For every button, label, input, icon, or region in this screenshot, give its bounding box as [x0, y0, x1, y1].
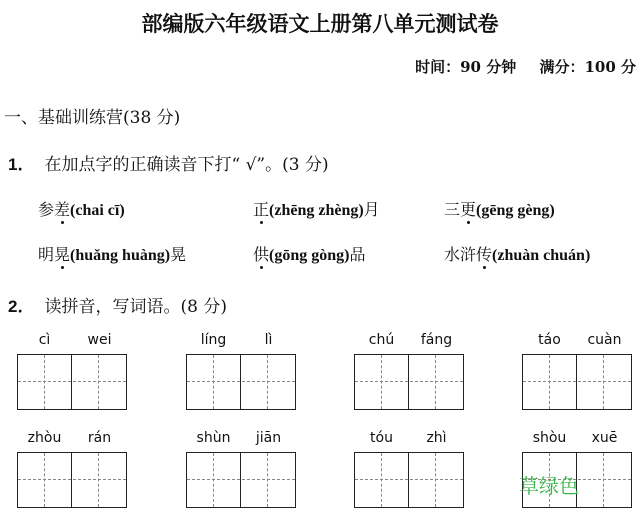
reading-item — [38, 242, 186, 265]
item-suffix: 晃 — [170, 245, 187, 264]
grid-guide — [435, 453, 436, 507]
item-suffix: 月 — [363, 200, 380, 219]
pinyin-options: (chai cī) — [70, 202, 125, 219]
item-prefix: 水浒 — [444, 245, 477, 264]
item-prefix: 参 — [38, 200, 55, 219]
grid-divider — [576, 355, 577, 409]
pinyin-syllable: fáng — [420, 332, 453, 348]
pinyin-options: (huǎng huàng) — [70, 247, 171, 264]
grid-guide — [18, 381, 126, 382]
pinyin-syllable: shòu — [532, 430, 567, 446]
writing-grid[interactable] — [17, 354, 127, 410]
reading-item — [253, 242, 365, 265]
item-suffix: 品 — [349, 245, 366, 264]
grid-guide — [213, 453, 214, 507]
grid-guide — [603, 453, 604, 507]
pinyin-row — [17, 430, 127, 450]
grid-guide — [381, 453, 382, 507]
full-score: 满分：100 分 — [539, 58, 636, 76]
pinyin-row — [186, 332, 296, 352]
question-number: 2． — [8, 297, 35, 316]
section-heading: 一、基础训练营(38 分) — [4, 108, 181, 128]
pinyin-syllable: zhòu — [27, 430, 62, 446]
grid-guide — [523, 381, 631, 382]
pinyin-syllable: tóu — [370, 430, 393, 446]
pinyin-options: (gōng gòng) — [269, 247, 350, 264]
dotted-char: 更 — [460, 197, 476, 220]
pinyin-options: (zhēng zhèng) — [269, 202, 364, 219]
grid-guide — [355, 381, 463, 382]
pinyin-syllable: shùn — [196, 430, 231, 446]
reading-item — [253, 197, 380, 220]
time-limit: 时间：90 分钟 — [415, 58, 517, 76]
pinyin-row — [522, 430, 632, 450]
item-prefix: 三 — [444, 200, 461, 219]
exam-meta — [397, 56, 636, 77]
grid-divider — [240, 355, 241, 409]
pinyin-syllable: jiān — [255, 430, 282, 446]
grid-guide — [98, 355, 99, 409]
grid-guide — [187, 479, 295, 480]
writing-grid[interactable] — [354, 354, 464, 410]
question-text: 读拼音，写词语。(8 分) — [44, 297, 227, 317]
question-2 — [8, 292, 227, 317]
grid-guide — [267, 355, 268, 409]
pinyin-row — [354, 332, 464, 352]
dotted-char: 差 — [54, 197, 70, 220]
pinyin-syllable: rán — [87, 430, 112, 446]
grid-guide — [381, 355, 382, 409]
reading-item — [444, 197, 555, 220]
dotted-char: 供 — [253, 242, 269, 265]
writing-grid[interactable] — [186, 354, 296, 410]
pinyin-syllable: cì — [38, 332, 51, 348]
reading-item — [444, 242, 590, 265]
pinyin-syllable: líng — [200, 332, 227, 348]
pinyin-syllable: wei — [87, 332, 112, 348]
grid-guide — [18, 479, 126, 480]
dotted-char: 正 — [253, 197, 269, 220]
dotted-char: 晃 — [54, 242, 70, 265]
grid-guide — [44, 453, 45, 507]
pinyin-row — [354, 430, 464, 450]
question-number: 1． — [8, 155, 35, 174]
item-prefix: 明 — [38, 245, 55, 264]
pinyin-options: (gēng gèng) — [476, 202, 555, 219]
grid-guide — [603, 355, 604, 409]
writing-grid[interactable] — [354, 452, 464, 508]
pinyin-syllable: táo — [538, 332, 561, 348]
watermark: 草绿色 — [519, 474, 579, 498]
pinyin-row — [522, 332, 632, 352]
pinyin-row — [17, 332, 127, 352]
pinyin-syllable: lì — [264, 332, 273, 348]
grid-divider — [71, 453, 72, 507]
pinyin-row — [186, 430, 296, 450]
question-text: 在加点字的正确读音下打“ √”。(3 分) — [44, 155, 329, 175]
grid-guide — [355, 479, 463, 480]
dotted-char: 传 — [476, 242, 492, 265]
grid-guide — [98, 453, 99, 507]
grid-guide — [435, 355, 436, 409]
grid-divider — [408, 355, 409, 409]
pinyin-syllable: zhì — [426, 430, 447, 446]
question-1 — [8, 150, 329, 175]
grid-divider — [408, 453, 409, 507]
writing-grid[interactable] — [186, 452, 296, 508]
page-title: 部编版六年级语文上册第八单元测试卷 — [141, 12, 499, 36]
reading-item — [38, 197, 125, 220]
pinyin-options: (zhuàn chuán) — [492, 247, 591, 264]
grid-guide — [267, 453, 268, 507]
grid-divider — [240, 453, 241, 507]
pinyin-syllable: xuē — [591, 430, 618, 446]
grid-divider — [71, 355, 72, 409]
grid-guide — [187, 381, 295, 382]
pinyin-syllable: chú — [368, 332, 395, 348]
grid-guide — [213, 355, 214, 409]
writing-grid[interactable] — [522, 354, 632, 410]
pinyin-syllable: cuàn — [587, 332, 622, 348]
grid-guide — [44, 355, 45, 409]
grid-guide — [549, 355, 550, 409]
writing-grid[interactable] — [17, 452, 127, 508]
